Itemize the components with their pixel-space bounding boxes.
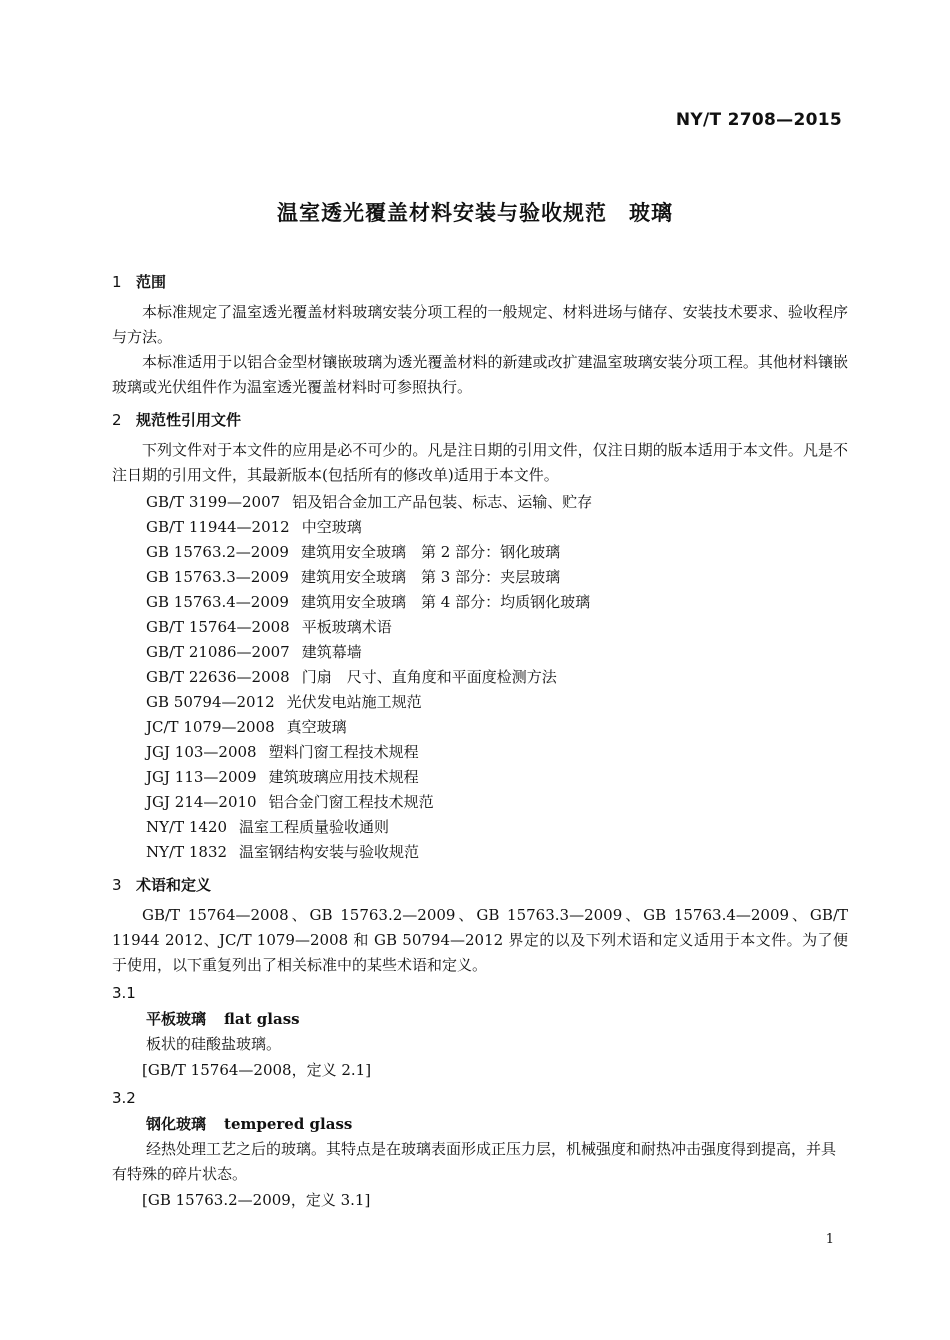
reference-code: NY/T 1420 [146,818,228,836]
section-scope [112,268,848,400]
reference-item [146,590,848,615]
reference-code: GB/T 3199—2007 [146,493,281,511]
section-title: 术语和定义 [136,876,212,894]
term-definition: 经热处理工艺之后的玻璃。其特点是在玻璃表面形成正压力层，机械强度和耐热冲击强度得到提高，并具有特殊的碎片状态。 [112,1140,837,1183]
reference-item [146,690,848,715]
reference-item [146,840,848,865]
reference-title: 温室工程质量验收通则 [239,818,390,836]
reference-item [146,615,848,640]
reference-list [146,490,848,865]
reference-title: 建筑幕墙 [301,643,362,661]
reference-item [146,715,848,740]
page-number: 1 [825,1232,834,1247]
section-heading [112,406,848,434]
reference-item [146,565,848,590]
term-name [146,1111,848,1137]
section-normative-references [112,406,848,865]
reference-title: 建筑用安全玻璃 第 4 部分：均质钢化玻璃 [300,593,591,611]
reference-title: 建筑用安全玻璃 第 2 部分：钢化玻璃 [300,543,561,561]
reference-item [146,815,848,840]
reference-item [146,790,848,815]
term-zh: 平板玻璃 [146,1010,207,1028]
term-definition: 板状的硅酸盐玻璃。 [146,1035,282,1053]
reference-code: JGJ 103—2008 [146,743,257,761]
term-en: flat glass [224,1010,300,1028]
reference-title: 建筑用安全玻璃 第 3 部分：夹层玻璃 [300,568,561,586]
reference-code: GB/T 15764—2008 [146,618,290,636]
reference-code: JGJ 214—2010 [146,793,257,811]
reference-title: 中空玻璃 [301,518,362,536]
reference-title: 温室钢结构安装与验收规范 [239,843,420,861]
reference-code: GB 50794—2012 [146,693,275,711]
reference-title: 门扇 尺寸、直角度和平面度检测方法 [301,668,557,686]
reference-code: GB/T 22636—2008 [146,668,290,686]
term-entry [112,980,848,1083]
paragraph: 本标准适用于以铝合金型材镶嵌玻璃为透光覆盖材料的新建或改扩建温室玻璃安装分项工程。其他材料镶嵌玻璃或光伏组件作为温室透光覆盖材料时可参照执行。 [112,353,848,396]
reference-item [146,540,848,565]
reference-code: GB/T 11944—2012 [146,518,290,536]
term-name [146,1006,848,1032]
paragraph: 下列文件对于本文件的应用是必不可少的。凡是注日期的引用文件，仅注日期的版本适用于本文件。凡是不注日期的引用文件，其最新版本(包括所有的修改单)适用于本文件。 [112,441,848,484]
reference-code: NY/T 1832 [146,843,228,861]
reference-title: 铝合金门窗工程技术规范 [268,793,434,811]
document-body [112,268,848,1213]
section-number: 1 [112,273,122,291]
reference-code: GB/T 21086—2007 [146,643,290,661]
reference-title: 建筑玻璃应用技术规程 [268,768,419,786]
term-en: tempered glass [224,1115,353,1133]
section-terms-definitions [112,871,848,1213]
reference-item [146,640,848,665]
paragraph: 本标准规定了温室透光覆盖材料玻璃安装分项工程的一般规定、材料进场与储存、安装技术要求、验收程序与方法。 [112,303,848,346]
reference-code: GB 15763.4—2009 [146,593,289,611]
term-source: [GB/T 15764—2008，定义 2.1] [142,1061,372,1079]
reference-title: 平板玻璃术语 [301,618,392,636]
reference-code: JGJ 113—2009 [146,768,257,786]
reference-code: GB 15763.2—2009 [146,543,289,561]
reference-title: 光伏发电站施工规范 [286,693,422,711]
reference-item [146,490,848,515]
reference-title: 塑料门窗工程技术规程 [268,743,419,761]
section-number: 3 [112,876,122,894]
reference-title: 铝及铝合金加工产品包装、标志、运输、贮存 [292,493,593,511]
section-heading [112,871,848,899]
section-number: 2 [112,411,122,429]
reference-title: 真空玻璃 [286,718,347,736]
reference-item [146,515,848,540]
reference-item [146,740,848,765]
term-number: 3.1 [112,984,136,1002]
reference-item [146,665,848,690]
section-heading [112,268,848,296]
term-source: [GB 15763.2—2009，定义 3.1] [142,1191,371,1209]
standard-code: NY/T 2708—2015 [675,110,842,130]
reference-item [146,765,848,790]
term-zh: 钢化玻璃 [146,1115,207,1133]
reference-code: JC/T 1079—2008 [146,718,275,736]
section-title: 范围 [136,273,167,291]
document-title: 温室透光覆盖材料安装与验收规范 玻璃 [277,201,673,225]
paragraph: GB/T 15764—2008、GB 15763.2—2009、GB 15763.3—2009、GB 15763.4—2009、GB/T 11944 2012、JC/T 1079—2008 和 GB 50794—2012 界定的以及下列术语和定义适用于本文件。为了便于使用，以下重复列出了相关标准中的某些术语和定义。 [112,906,848,974]
term-number: 3.2 [112,1089,136,1107]
reference-code: GB 15763.3—2009 [146,568,289,586]
term-entry [112,1085,848,1213]
section-title: 规范性引用文件 [136,411,242,429]
